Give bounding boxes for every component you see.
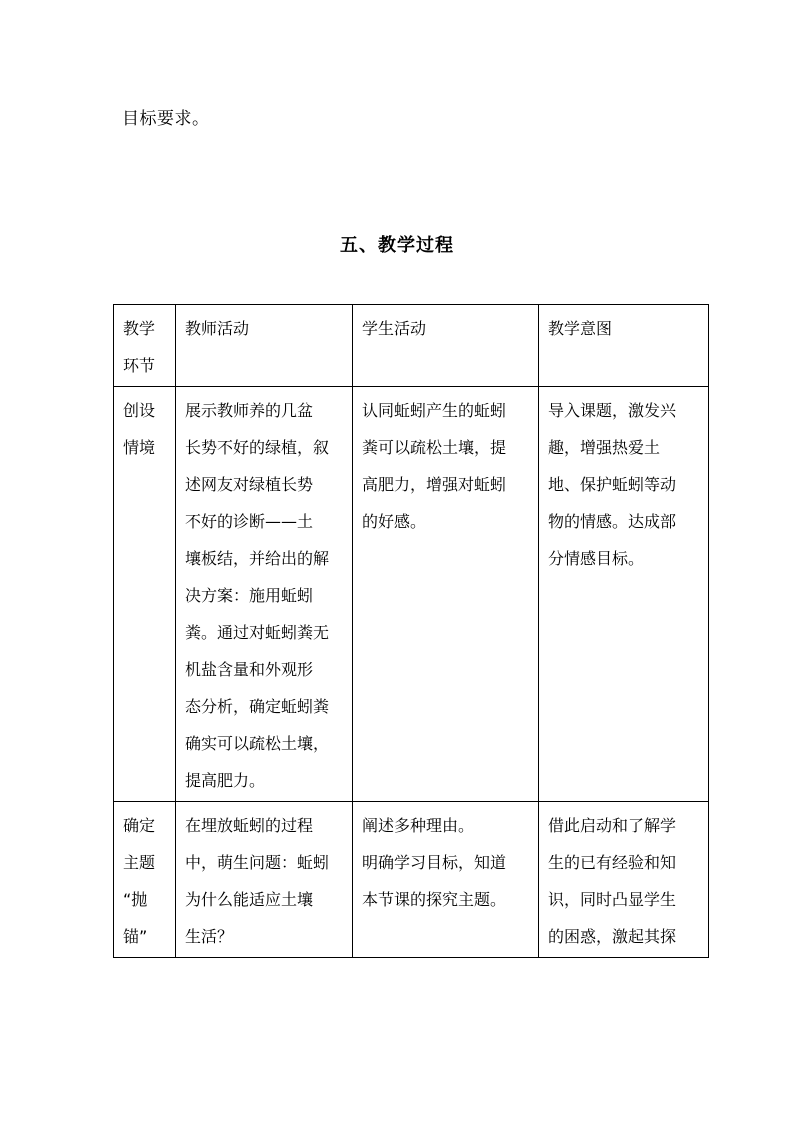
cell-line: 中，萌生问题：蚯蚓 bbox=[185, 853, 330, 872]
teaching-intent-cell bbox=[539, 387, 709, 802]
cell-line: 创设 bbox=[123, 401, 156, 420]
header-teacher-activity: 教师活动 bbox=[176, 305, 353, 387]
cell-line: 提高肥力。 bbox=[185, 771, 266, 790]
cell-line: 生的已有经验和知 bbox=[548, 853, 677, 872]
table-row bbox=[114, 387, 709, 802]
cell-line: 壤板结，并给出的解 bbox=[185, 549, 330, 568]
cell-line: 述网友对绿植长势 bbox=[185, 475, 314, 494]
cell-line: 确实可以疏松土壤， bbox=[185, 734, 330, 753]
table-row bbox=[114, 802, 709, 958]
cell-line: 本节课的探究主题。 bbox=[362, 890, 507, 909]
cell-line: 机盐含量和外观形 bbox=[185, 660, 314, 679]
cell-line: 认同蚯蚓产生的蚯蚓 bbox=[362, 401, 507, 420]
cell-line: 不好的诊断——土 bbox=[185, 512, 314, 531]
teacher-activity-cell bbox=[176, 387, 353, 802]
cell-line: 分情感目标。 bbox=[548, 549, 645, 568]
cell-line: 主题 bbox=[123, 853, 156, 872]
cell-line: 生活？ bbox=[185, 927, 234, 946]
cell-line: 物的情感。达成部 bbox=[548, 512, 677, 531]
intro-text: 目标要求。 bbox=[122, 109, 210, 129]
cell-line: 识，同时凸显学生 bbox=[548, 890, 677, 909]
table-header-row bbox=[114, 305, 709, 387]
stage-cell bbox=[114, 802, 176, 958]
cell-line: 为什么能适应土壤 bbox=[185, 890, 314, 909]
cell-line: 长势不好的绿植，叙 bbox=[185, 438, 330, 457]
section-title: 五、教学过程 bbox=[340, 235, 454, 256]
teaching-intent-cell bbox=[539, 802, 709, 958]
cell-line: 明确学习目标，知道 bbox=[362, 853, 507, 872]
cell-line: 粪可以疏松土壤，提 bbox=[362, 438, 507, 457]
student-activity-cell bbox=[353, 387, 539, 802]
cell-line: 展示教师养的几盆 bbox=[185, 401, 314, 420]
cell-line: 粪。通过对蚯蚓粪无 bbox=[185, 623, 330, 642]
cell-line: 确定 bbox=[123, 816, 156, 835]
cell-line: 决方案：施用蚯蚓 bbox=[185, 586, 314, 605]
cell-line: 态分析，确定蚯蚓粪 bbox=[185, 697, 330, 716]
header-stage: 教学环节 bbox=[114, 305, 176, 387]
stage-cell bbox=[114, 387, 176, 802]
cell-line: 高肥力，增强对蚯蚓 bbox=[362, 475, 507, 494]
cell-line: 情境 bbox=[123, 438, 156, 457]
cell-line: 借此启动和了解学 bbox=[548, 816, 677, 835]
cell-line: “抛 bbox=[123, 890, 148, 909]
cell-line: 的好感。 bbox=[362, 512, 427, 531]
header-teaching-intent: 教学意图 bbox=[539, 305, 709, 387]
cell-line: 在埋放蚯蚓的过程 bbox=[185, 816, 314, 835]
header-student-activity: 学生活动 bbox=[353, 305, 539, 387]
cell-line: 阐述多种理由。 bbox=[362, 816, 475, 835]
cell-line: 的困惑，激起其探 bbox=[548, 927, 677, 946]
cell-line: 导入课题，激发兴 bbox=[548, 401, 677, 420]
teaching-process-table bbox=[113, 304, 709, 958]
cell-line: 趣，增强热爱土 bbox=[548, 438, 661, 457]
cell-line: 锚” bbox=[123, 927, 148, 946]
teacher-activity-cell bbox=[176, 802, 353, 958]
student-activity-cell bbox=[353, 802, 539, 958]
cell-line: 地、保护蚯蚓等动 bbox=[548, 475, 677, 494]
